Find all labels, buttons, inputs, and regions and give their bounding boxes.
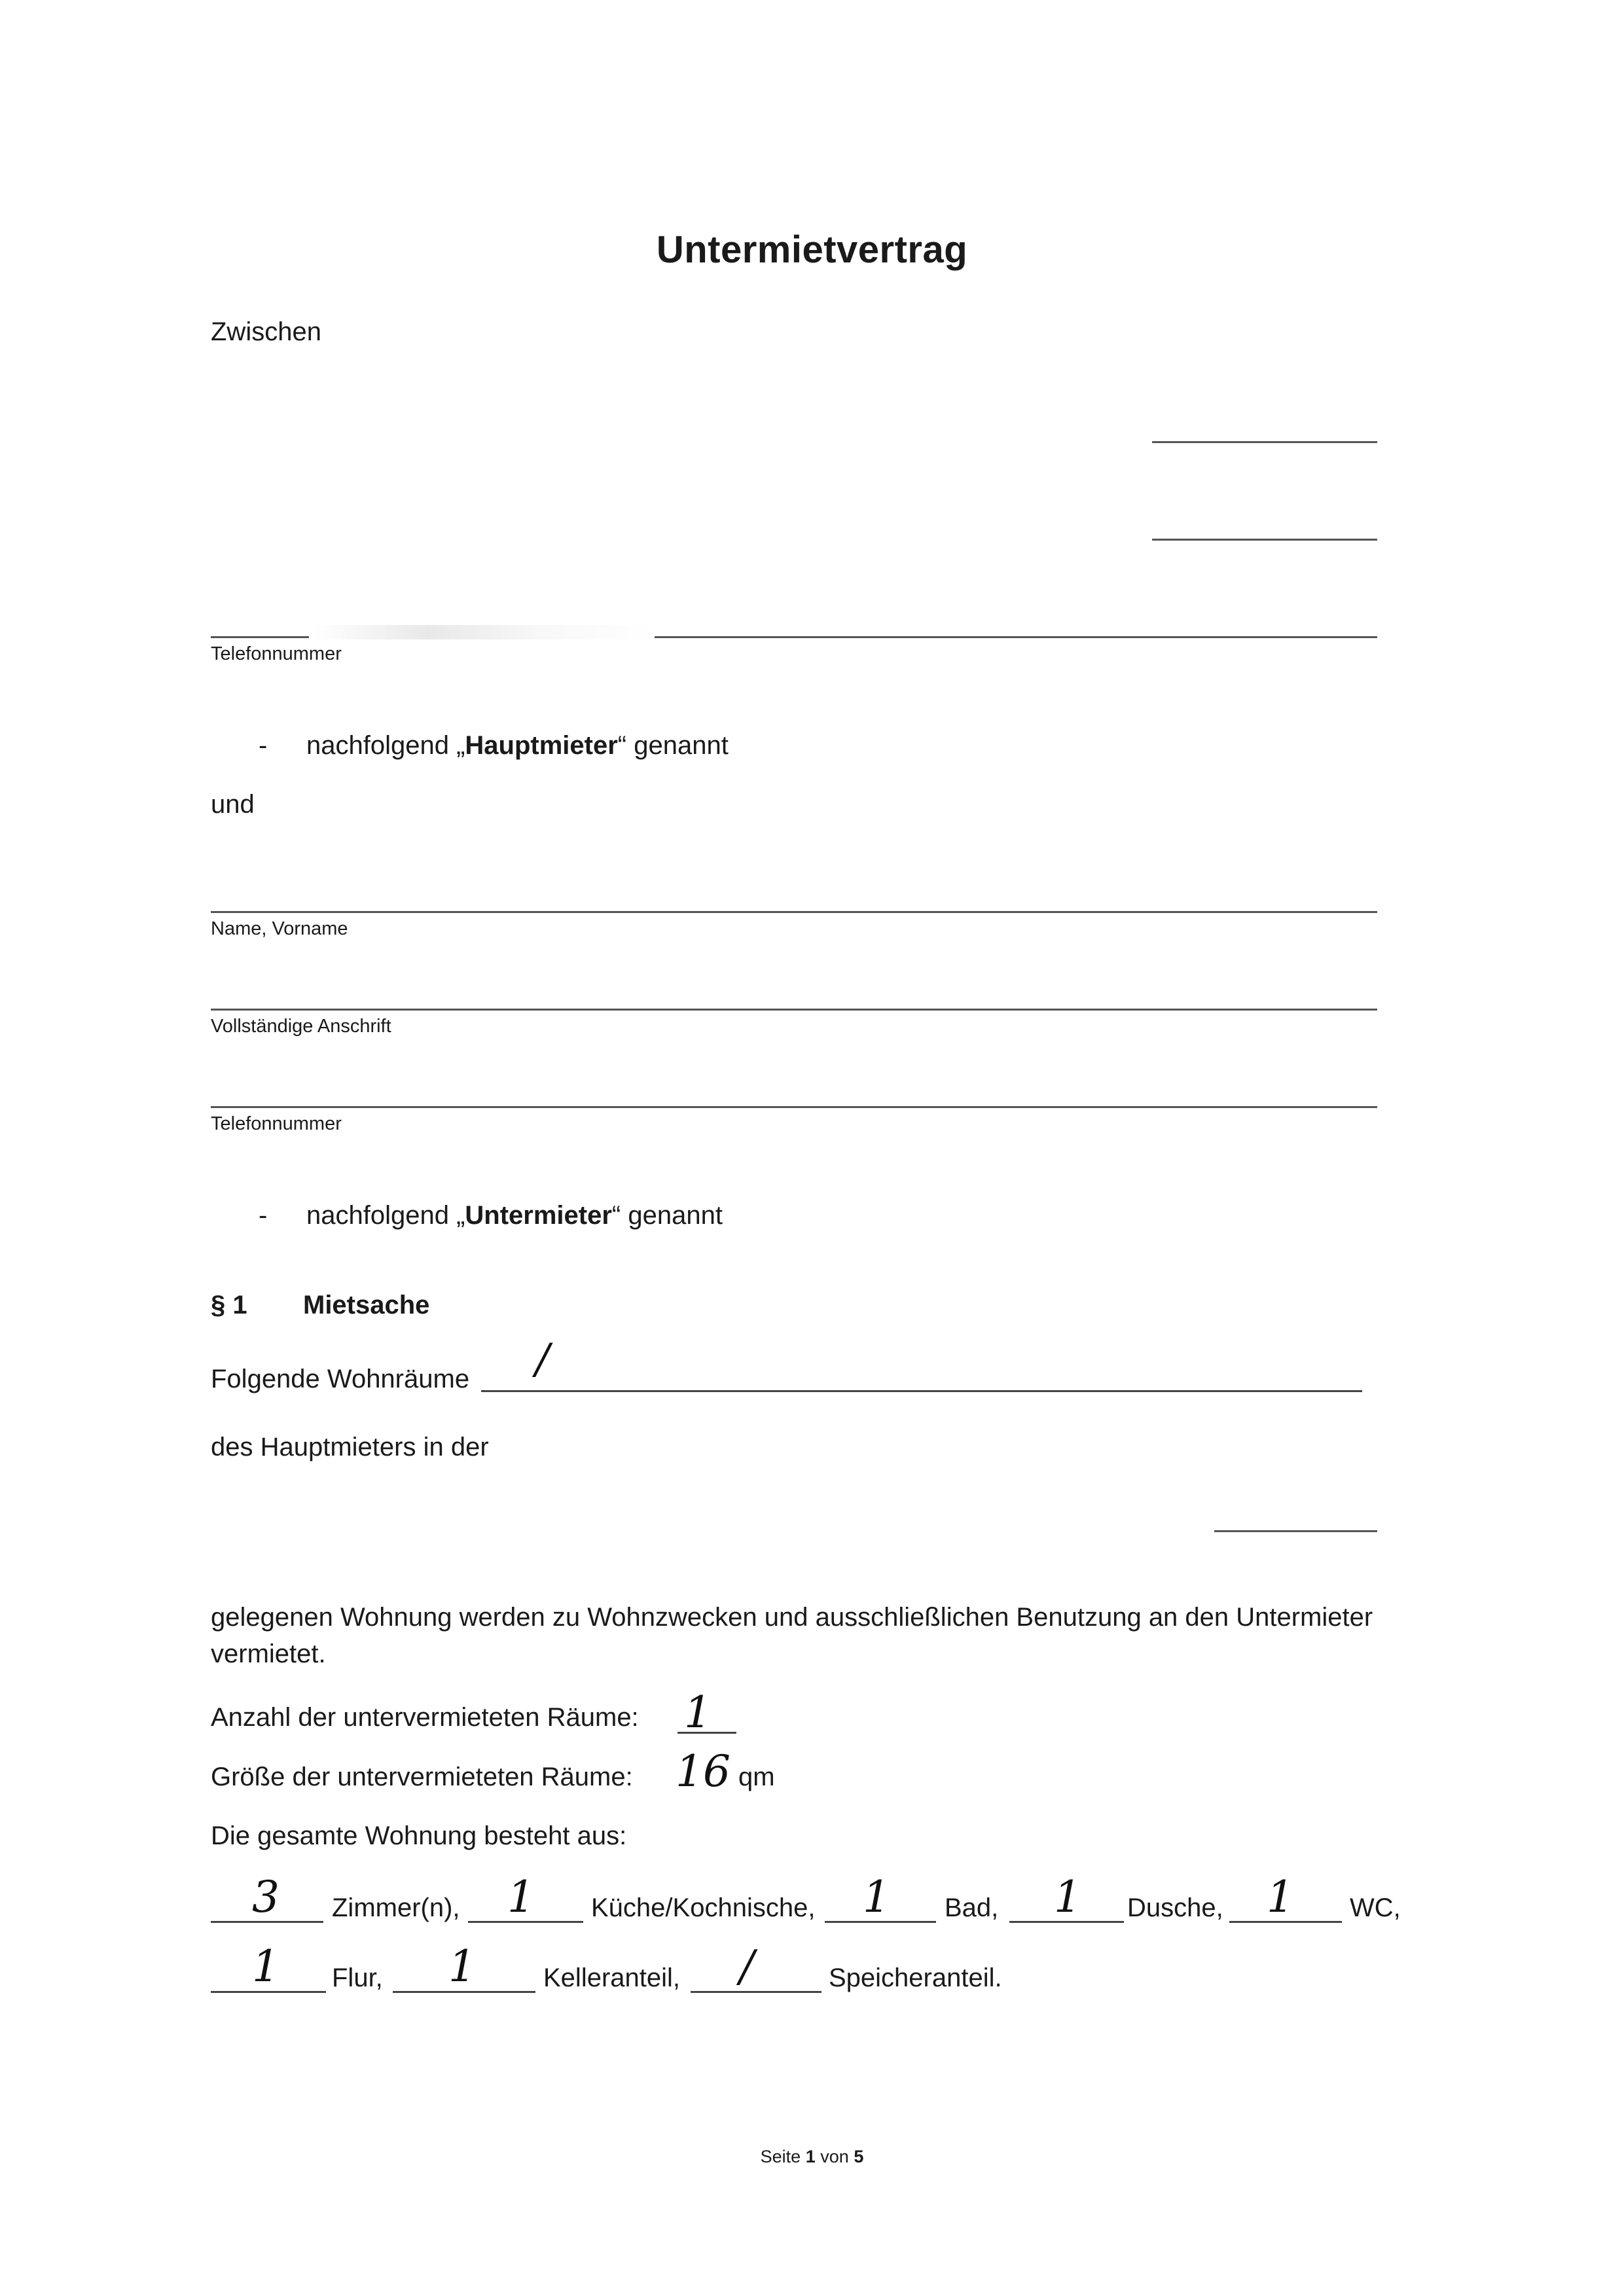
main-tenant-role-suffix: “ genannt — [617, 731, 729, 760]
subtenant-role-suffix: “ genannt — [611, 1201, 723, 1230]
section-number: § 1 — [211, 1291, 247, 1319]
composition-label: Die gesamte Wohnung besteht aus: — [211, 1821, 627, 1850]
subtenant-address-label: Vollständige Anschrift — [211, 1016, 391, 1037]
bath-handwritten: 1 — [863, 1872, 890, 1922]
page-mid: von — [820, 2147, 849, 2166]
main-tenant-role — [306, 731, 729, 761]
bath-label: Bad, — [945, 1893, 999, 1922]
hall-handwritten: 1 — [252, 1941, 280, 1992]
main-tenant-phone-line-right[interactable] — [655, 636, 1377, 638]
main-tenant-phone-line-left[interactable] — [211, 636, 309, 638]
subtenant-address-line[interactable] — [211, 1009, 1377, 1011]
hall-label: Flur, — [332, 1963, 383, 1992]
page-title: Untermietvertrag — [656, 228, 968, 271]
location-field[interactable] — [1214, 1530, 1377, 1532]
page-current: 1 — [805, 2147, 816, 2166]
main-tenant-line-2[interactable] — [1152, 539, 1377, 541]
page-footer — [0, 2147, 1624, 2167]
between-label: Zwischen — [211, 317, 321, 346]
located-text: gelegenen Wohnung werden zu Wohnzwecken und ausschließlichen Benutzung an den Untermieter vermietet. — [211, 1603, 1373, 1668]
cellar-handwritten: 1 — [448, 1941, 476, 1992]
size-unit: qm — [738, 1763, 775, 1791]
main-tenant-role-prefix: nachfolgend „ — [306, 731, 465, 760]
shower-handwritten: 1 — [1054, 1872, 1081, 1922]
count-label: Anzahl der untervermieteten Räume: — [211, 1703, 639, 1732]
shower-label: Dusche, — [1127, 1893, 1223, 1922]
attic-handwritten: / — [740, 1941, 755, 1992]
size-label: Größe der untervermieteten Räume: — [211, 1763, 633, 1791]
wc-label: WC, — [1350, 1893, 1401, 1922]
page-total: 5 — [854, 2147, 864, 2166]
subtenant-role — [306, 1201, 723, 1230]
subtenant-phone-line[interactable] — [211, 1106, 1377, 1108]
attic-label: Speicheranteil. — [829, 1963, 1002, 1992]
subtenant-role-dash: - — [259, 1201, 268, 1230]
main-tenant-role-dash: - — [259, 731, 268, 760]
cellar-label: Kelleranteil, — [543, 1963, 681, 1992]
kitchen-label: Küche/Kochnische, — [591, 1893, 816, 1922]
main-tenant-role-name: Hauptmieter — [465, 731, 618, 760]
rooms-handwritten: / — [535, 1335, 550, 1384]
count-handwritten: 1 — [684, 1687, 712, 1738]
main-tenant-of-label: des Hauptmieters in der — [211, 1433, 489, 1461]
main-tenant-phone-label: Telefonnummer — [211, 643, 342, 664]
page-prefix: Seite — [760, 2147, 801, 2166]
and-label: und — [211, 790, 255, 819]
rooms-count-label: Zimmer(n), — [332, 1893, 460, 1922]
subtenant-role-prefix: nachfolgend „ — [306, 1201, 465, 1230]
rooms-label: Folgende Wohnräume — [211, 1365, 470, 1393]
subtenant-role-name: Untermieter — [465, 1201, 612, 1230]
subtenant-name-label: Name, Vorname — [211, 918, 348, 939]
wc-handwritten: 1 — [1267, 1872, 1294, 1922]
main-tenant-line-1[interactable] — [1152, 441, 1377, 443]
size-handwritten: 16 — [676, 1746, 731, 1797]
section-heading: Mietsache — [303, 1291, 430, 1319]
subtenant-name-line[interactable] — [211, 911, 1377, 913]
attic-field[interactable] — [691, 1991, 821, 1993]
subtenant-phone-label: Telefonnummer — [211, 1113, 342, 1134]
kitchen-handwritten: 1 — [507, 1872, 535, 1922]
rooms-count-handwritten: 3 — [252, 1872, 280, 1922]
rooms-field[interactable] — [481, 1390, 1362, 1392]
redacted-area — [314, 625, 655, 639]
